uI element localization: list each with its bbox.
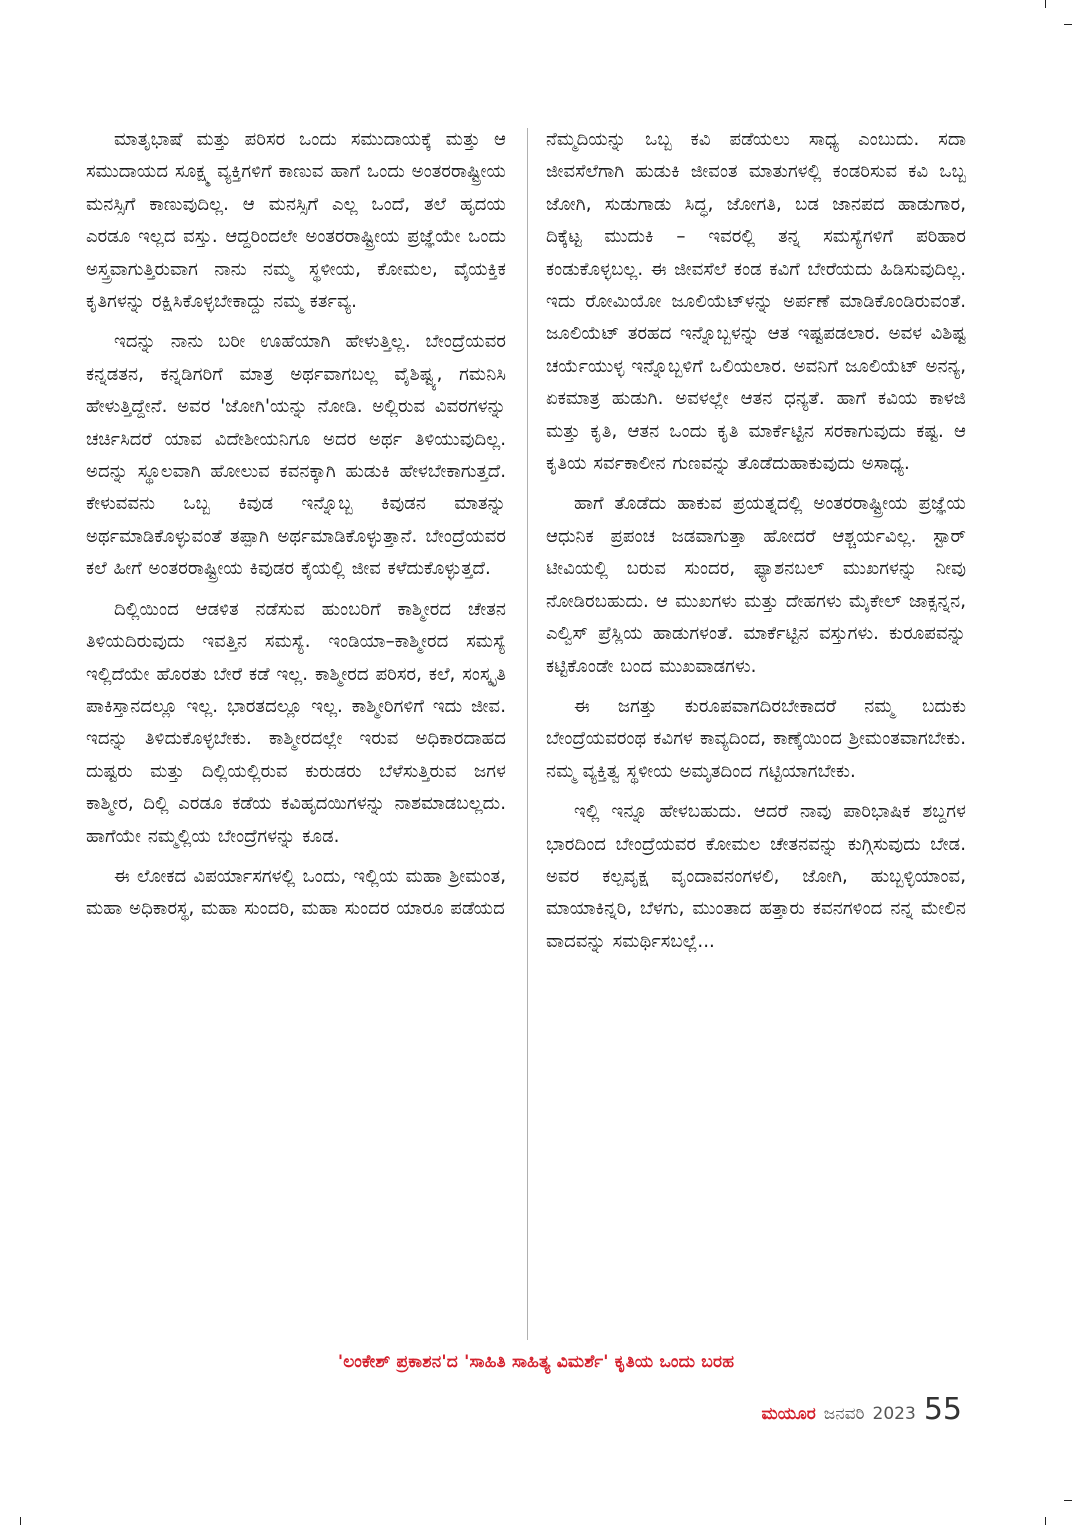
issue-year: 2023 xyxy=(872,1404,916,1424)
left-column xyxy=(86,124,506,1350)
right-column xyxy=(546,124,966,1350)
issue-month: ಜನವರಿ xyxy=(823,1404,865,1424)
article-paragraph: ನೆಮ್ಮದಿಯನ್ನು ಒಬ್ಬ ಕವಿ ಪಡೆಯಲು ಸಾಧ್ಯ ಎಂಬುದು. ಸದಾ ಜೀವಸೆಲೆಗಾಗಿ ಹುಡುಕಿ ಜೀವಂತ ಮಾತುಗಳಲ್ಲಿ ಕಂಡರಿಸುವ ಕವಿ ಒಬ್ಬ ಜೋಗಿ, ಸುಡುಗಾಡು ಸಿದ್ಧ, ಜೋಗತಿ, ಬಡ ಜಾನಪದ ಹಾಡುಗಾರ, ದಿಕ್ಕೆಟ್ಟ ಮುದುಕಿ – ಇವರಲ್ಲಿ ತನ್ನ ಸಮಸ್ಯೆಗಳಿಗೆ ಪರಿಹಾರ ಕಂಡುಕೊಳ್ಳಬಲ್ಲ. ಈ ಜೀವಸೆಲೆ ಕಂಡ ಕವಿಗೆ ಬೇರೆಯದು ಹಿಡಿಸುವುದಿಲ್ಲ. ಇದು ರೋಮಿಯೋ ಜೂಲಿಯೆಟ್‌ಳನ್ನು ಅರ್ಪಣೆ ಮಾಡಿಕೊಂಡಿರುವಂತೆ. ಜೂಲಿಯೆಟ್ ತರಹದ ಇನ್ನೊಬ್ಬಳನ್ನು ಆತ ಇಷ್ಟಪಡಲಾರ. ಅವಳ ವಿಶಿಷ್ಟ ಚರ್ಯೆಯುಳ್ಳ ಇನ್ನೊಬ್ಬಳಿಗೆ ಒಲಿಯಲಾರ. ಅವನಿಗೆ ಜೂಲಿಯೆಟ್ ಅನನ್ಯ, ಏಕಮಾತ್ರ ಹುಡುಗಿ. ಅವಳಲ್ಲೇ ಆತನ ಧನ್ಯತೆ. ಹಾಗೆ ಕವಿಯ ಕಾಳಜಿ ಮತ್ತು ಕೃತಿ, ಆತನ ಒಂದು ಕೃತಿ ಮಾರ್ಕೆಟ್ಟಿನ ಸರಕಾಗುವುದು ಕಷ್ಟ. ಆ ಕೃತಿಯ ಸರ್ವಕಾಲೀನ ಗುಣವನ್ನು ತೊಡೆದುಹಾಕುವುದು ಅಸಾಧ್ಯ. xyxy=(546,129,966,475)
article-body xyxy=(86,124,966,1350)
page-footer xyxy=(762,1392,962,1427)
page-number: 55 xyxy=(923,1392,962,1427)
article-paragraph: ಹಾಗೆ ತೊಡೆದು ಹಾಕುವ ಪ್ರಯತ್ನದಲ್ಲಿ ಅಂತರರಾಷ್ಟ್ರೀಯ ಪ್ರಜ್ಞೆಯ ಆಧುನಿಕ ಪ್ರಪಂಚ ಜಡವಾಗುತ್ತಾ ಹೋದರೆ ಆಶ್ಚರ್ಯವಿಲ್ಲ. ಸ್ಟಾರ್ ಟೀವಿಯಲ್ಲಿ ಬರುವ ಸುಂದರ, ಫ್ಯಾಶನಬಲ್ ಮುಖಗಳನ್ನು ನೀವು ನೋಡಿರಬಹುದು. ಆ ಮುಖಗಳು ಮತ್ತು ದೇಹಗಳು ಮೈಕೇಲ್ ಜಾಕ್ಸನ್ನನ, ಎಲ್ವಿಸ್ ಪ್ರೆಸ್ಲಿಯ ಹಾಡುಗಳಂತೆ. ಮಾರ್ಕೆಟ್ಟಿನ ವಸ್ತುಗಳು. ಕುರೂಪವನ್ನು ಕಟ್ಟಿಕೊಂಡೇ ಬಂದ ಮುಖವಾಡಗಳು. xyxy=(546,493,966,677)
crop-mark xyxy=(1064,24,1072,25)
crop-mark xyxy=(1045,0,1046,8)
crop-mark xyxy=(1064,1500,1072,1501)
article-paragraph: ಇಲ್ಲಿ ಇನ್ನೂ ಹೇಳಬಹುದು. ಆದರೆ ನಾವು ಪಾರಿಭಾಷಿಕ ಶಬ್ದಗಳ ಭಾರದಿಂದ ಬೇಂದ್ರೆಯವರ ಕೋಮಲ ಚೇತನವನ್ನು ಕುಗ್ಗಿಸುವುದು ಬೇಡ. ಅವರ ಕಲ್ಪವೃಕ್ಷ ವೃಂದಾವನಂಗಳಲಿ, ಜೋಗಿ, ಹುಬ್ಬಳ್ಳಿಯಾಂವ, ಮಾಯಾಕಿನ್ನರಿ, ಬೆಳಗು, ಮುಂತಾದ ಹತ್ತಾರು ಕವನಗಳಿಂದ ನನ್ನ ಮೇಲಿನ ವಾದವನ್ನು ಸಮರ್ಥಿಸಬಲ್ಲೆ... xyxy=(546,801,966,952)
crop-mark xyxy=(20,1517,21,1525)
article-paragraph: ಈ ಲೋಕದ ವಿಪರ್ಯಾಸಗಳಲ್ಲಿ ಒಂದು, ಇಲ್ಲಿಯ ಮಹಾ ಶ್ರೀಮಂತ, ಮಹಾ ಅಧಿಕಾರಸ್ಥ, ಮಹಾ ಸುಂದರಿ, ಮಹಾ ಸುಂದರ ಯಾರೂ ಪಡೆಯದ xyxy=(86,865,506,920)
article-paragraph: ಮಾತೃಭಾಷೆ ಮತ್ತು ಪರಿಸರ ಒಂದು ಸಮುದಾಯಕ್ಕೆ ಮತ್ತು ಆ ಸಮುದಾಯದ ಸೂಕ್ಷ್ಮ ವ್ಯಕ್ತಿಗಳಿಗೆ ಕಾಣುವ ಹಾಗೆ ಒಂದು ಅಂತರರಾಷ್ಟ್ರೀಯ ಮನಸ್ಸಿಗೆ ಕಾಣುವುದಿಲ್ಲ. ಆ ಮನಸ್ಸಿಗೆ ಎಲ್ಲ ಒಂದೆ, ತಲೆ ಹೃದಯ ಎರಡೂ ಇಲ್ಲದ ವಸ್ತು. ಆದ್ದರಿಂದಲೇ ಅಂತರರಾಷ್ಟ್ರೀಯ ಪ್ರಜ್ಞೆಯೇ ಒಂದು ಅಸ್ತ್ರವಾಗುತ್ತಿರುವಾಗ ನಾನು ನಮ್ಮ ಸ್ಥಳೀಯ, ಕೋಮಲ, ವೈಯಕ್ತಿಕ ಕೃತಿಗಳನ್ನು ರಕ್ಷಿಸಿಕೊಳ್ಳಬೇಕಾದ್ದು ನಮ್ಮ ಕರ್ತವ್ಯ. xyxy=(86,129,506,313)
article-source-caption: 'ಲಂಕೇಶ್ ಪ್ರಕಾಶನ'ದ 'ಸಾಹಿತಿ ಸಾಹಿತ್ಯ ವಿಮರ್ಶೆ' ಕೃತಿಯ ಒಂದು ಬರಹ xyxy=(337,1352,735,1372)
column-divider xyxy=(527,128,528,1340)
article-paragraph: ಇದನ್ನು ನಾನು ಬರೀ ಊಹೆಯಾಗಿ ಹೇಳುತ್ತಿಲ್ಲ. ಬೇಂದ್ರೆಯವರ ಕನ್ನಡತನ, ಕನ್ನಡಿಗರಿಗೆ ಮಾತ್ರ ಅರ್ಥವಾಗಬಲ್ಲ ವೈಶಿಷ್ಟ್ಯ, ಗಮನಿಸಿ ಹೇಳುತ್ತಿದ್ದೇನೆ. ಅವರ 'ಜೋಗಿ'ಯನ್ನು ನೋಡಿ. ಅಲ್ಲಿರುವ ವಿವರಗಳನ್ನು ಚರ್ಚಿಸಿದರೆ ಯಾವ ವಿದೇಶೀಯನಿಗೂ ಅದರ ಅರ್ಥ ತಿಳಿಯುವುದಿಲ್ಲ. ಅದನ್ನು ಸ್ಥೂಲವಾಗಿ ಹೋಲುವ ಕವನಕ್ಕಾಗಿ ಹುಡುಕಿ ಹೇಳಬೇಕಾಗುತ್ತದೆ. ಕೇಳುವವನು ಒಬ್ಬ ಕಿವುಡ ಇನ್ನೊಬ್ಬ ಕಿವುಡನ ಮಾತನ್ನು ಅರ್ಥಮಾಡಿಕೊಳ್ಳುವಂತೆ ತಪ್ಪಾಗಿ ಅರ್ಥಮಾಡಿಕೊಳ್ಳುತ್ತಾನೆ. ಬೇಂದ್ರೆಯವರ ಕಲೆ ಹೀಗೆ ಅಂತರರಾಷ್ಟ್ರೀಯ ಕಿವುಡರ ಕೈಯಲ್ಲಿ ಜೀವ ಕಳೆದುಕೊಳ್ಳುತ್ತದೆ. xyxy=(86,331,506,580)
article-paragraph: ಈ ಜಗತ್ತು ಕುರೂಪವಾಗದಿರಬೇಕಾದರೆ ನಮ್ಮ ಬದುಕು ಬೇಂದ್ರೆಯವರಂಥ ಕವಿಗಳ ಕಾವ್ಯದಿಂದ, ಕಾಣ್ಕೆಯಿಂದ ಶ್ರೀಮಂತವಾಗಬೇಕು. ನಮ್ಮ ವ್ಯಕ್ತಿತ್ವ ಸ್ಥಳೀಯ ಅಮೃತದಿಂದ ಗಟ್ಟಿಯಾಗಬೇಕು. xyxy=(546,695,966,782)
article-paragraph: ದಿಲ್ಲಿಯಿಂದ ಆಡಳಿತ ನಡೆಸುವ ಹುಂಬರಿಗೆ ಕಾಶ್ಮೀರದ ಚೇತನ ತಿಳಿಯದಿರುವುದು ಇವತ್ತಿನ ಸಮಸ್ಯೆ. ಇಂಡಿಯಾ–ಕಾಶ್ಮೀರದ ಸಮಸ್ಯೆ ಇಲ್ಲಿದೆಯೇ ಹೊರತು ಬೇರೆ ಕಡೆ ಇಲ್ಲ. ಕಾಶ್ಮೀರದ ಪರಿಸರ, ಕಲೆ, ಸಂಸ್ಕೃತಿ ಪಾಕಿಸ್ತಾನದಲ್ಲೂ ಇಲ್ಲ. ಭಾರತದಲ್ಲೂ ಇಲ್ಲ. ಕಾಶ್ಮೀರಿಗಳಿಗೆ ಇದು ಜೀವ. ಇದನ್ನು ತಿಳಿದುಕೊಳ್ಳಬೇಕು. ಕಾಶ್ಮೀರದಲ್ಲೇ ಇರುವ ಅಧಿಕಾರದಾಹದ ದುಷ್ಟರು ಮತ್ತು ದಿಲ್ಲಿಯಲ್ಲಿರುವ ಕುರುಡರು ಬೆಳೆಸುತ್ತಿರುವ ಜಗಳ ಕಾಶ್ಮೀರ, ದಿಲ್ಲಿ ಎರಡೂ ಕಡೆಯ ಕವಿಹೃದಯಿಗಳನ್ನು ನಾಶಮಾಡಬಲ್ಲದು. ಹಾಗೆಯೇ ನಮ್ಮಲ್ಲಿಯ ಬೇಂದ್ರೆಗಳನ್ನು ಕೂಡ. xyxy=(86,598,506,847)
magazine-brand: ಮಯೂರ xyxy=(761,1404,816,1424)
crop-mark xyxy=(1045,1517,1046,1525)
